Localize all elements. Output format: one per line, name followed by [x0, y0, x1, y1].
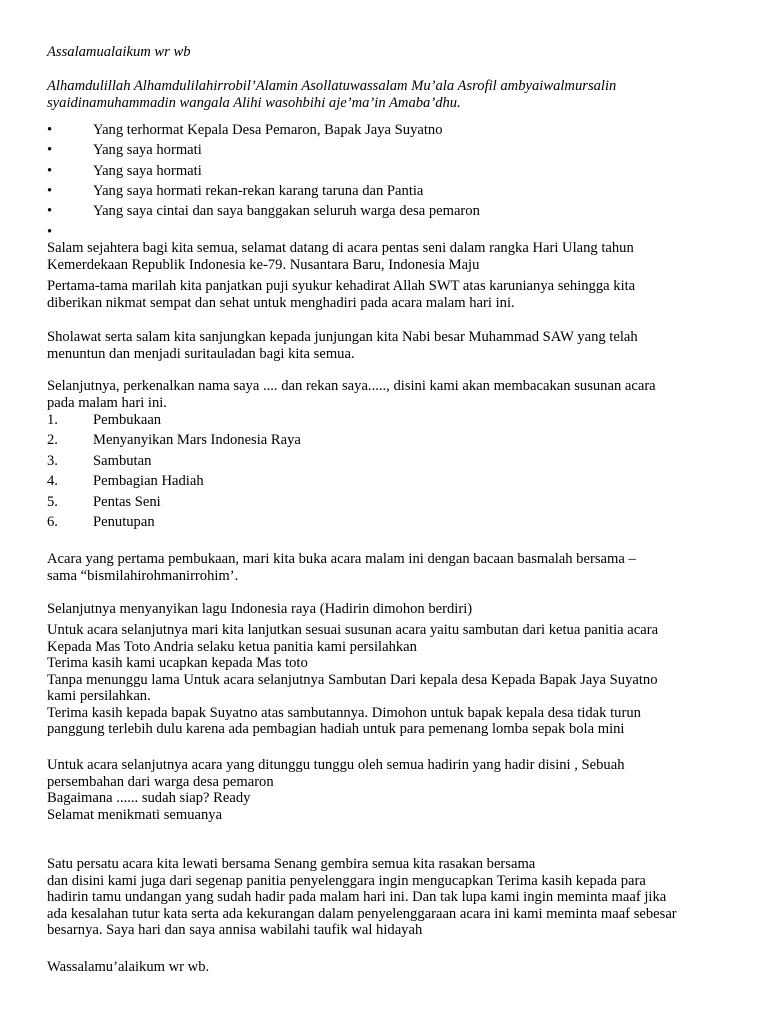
bullet-marker: •: [47, 203, 53, 219]
closing-paragraph: Satu persatu acara kita lewati bersama Senang gembira semua kita rasakan bersama dan disini kami juga dari segenap panitia penyelenggara ingin mengucapkan Terima kasih kepada para hadirin tamu undangan yang sudah hadir pada malam hari ini. Dan tak lupa kami ingin meminta maaf jika ada kesalahan tutur kata serta ada kekurangan dalam penyelenggaraan acara ini kami meminta maaf sebesar besarnya. Saya hari dan saya annisa wabilahi taufik wal hidayah: [47, 856, 677, 938]
agenda-number: 1.: [47, 412, 58, 428]
agenda-label: Menyanyikan Mars Indonesia Raya: [93, 432, 301, 448]
agenda-number: 4.: [47, 473, 58, 489]
intro-paragraph: Selanjutnya, perkenalkan nama saya .... dan rekan saya....., disini kami akan membacakan susunan acara pada malam hari ini.: [47, 378, 656, 411]
bullet-text: Yang terhormat Kepala Desa Pemaron, Bapak Jaya Suyatno: [93, 122, 443, 138]
sholawat-paragraph: Sholawat serta salam kita sanjungkan kepada junjungan kita Nabi besar Muhammad SAW yang telah menuntun dan menjadi suritauladan bagi kita semua.: [47, 329, 638, 362]
bullet-text: Yang saya hormati: [93, 163, 202, 179]
agenda-label: Pentas Seni: [93, 494, 161, 510]
bullet-text: Yang saya hormati rekan-rekan karang taruna dan Pantia: [93, 183, 424, 199]
bullet-marker: •: [47, 224, 53, 240]
opening-act-paragraph: Acara yang pertama pembukaan, mari kita buka acara malam ini dengan bacaan basmalah bersama – sama “bismilahirohmanirrohim’.: [47, 551, 636, 584]
opening-prayer: Alhamdulillah Alhamdulilahirrobil’Alamin Asollatuwassalam Mu’ala Asrofil ambyaiwalmursalin syaidinamuhammadin wangala Alihi wasohbihi aje’ma’in Amaba’dhu.: [47, 78, 617, 111]
greeting: Assalamualaikum wr wb: [47, 44, 191, 60]
bullet-text: Yang saya cintai dan saya banggakan seluruh warga desa pemaron: [93, 203, 480, 219]
bullet-marker: •: [47, 142, 53, 158]
agenda-number: 3.: [47, 453, 58, 469]
agenda-number: 2.: [47, 432, 58, 448]
agenda-label: Sambutan: [93, 453, 152, 469]
gratitude-paragraph: Pertama-tama marilah kita panjatkan puji syukur kehadirat Allah SWT atas karunianya sehingga kita diberikan nikmat sempat dan sehat untuk menghadiri pada acara malam hari ini.: [47, 278, 636, 311]
anthem-paragraph: Selanjutnya menyanyikan lagu Indonesia raya (Hadirin dimohon berdiri): [47, 601, 473, 617]
speeches-paragraph: Untuk acara selanjutnya mari kita lanjutkan sesuai susunan acara yaitu sambutan dari ketua panitia acara Kepada Mas Toto Andria selaku ketua panitia kami persilahkan Terima kasih kami ucapkan kepada Mas toto Tanpa menunggu lama Untuk acara selanjutnya Sambutan Dari kepala desa Kepada Bapak Jaya Suyatno kami persilahkan. Terima kasih kepada bapak Suyatno atas sambutannya. Dimohon untuk bapak kepala desa tidak turun panggung terlebih dulu karena ada pembagian hadiah untuk para pemenang lomba sepak bola mini: [47, 622, 659, 737]
agenda-label: Pembukaan: [93, 412, 162, 428]
agenda-label: Pembagian Hadiah: [93, 473, 204, 489]
bullet-text: Yang saya hormati: [93, 142, 202, 158]
farewell: Wassalamu’alaikum wr wb.: [47, 959, 210, 975]
agenda-label: Penutupan: [93, 514, 155, 530]
agenda-number: 5.: [47, 494, 58, 510]
performance-paragraph: Untuk acara selanjutnya acara yang ditunggu tunggu oleh semua hadirin yang hadir disini , Sebuah persembahan dari warga desa pemaron Bagaimana ...... sudah siap? Ready Selamat menikmati semuanya: [47, 757, 625, 823]
bullet-marker: •: [47, 122, 53, 138]
bullet-marker: •: [47, 163, 53, 179]
agenda-number: 6.: [47, 514, 58, 530]
bullet-marker: •: [47, 183, 53, 199]
welcome-paragraph: Salam sejahtera bagi kita semua, selamat datang di acara pentas seni dalam rangka Hari Ulang tahun Kemerdekaan Republik Indonesia ke-79. Nusantara Baru, Indonesia Maju: [47, 240, 634, 273]
